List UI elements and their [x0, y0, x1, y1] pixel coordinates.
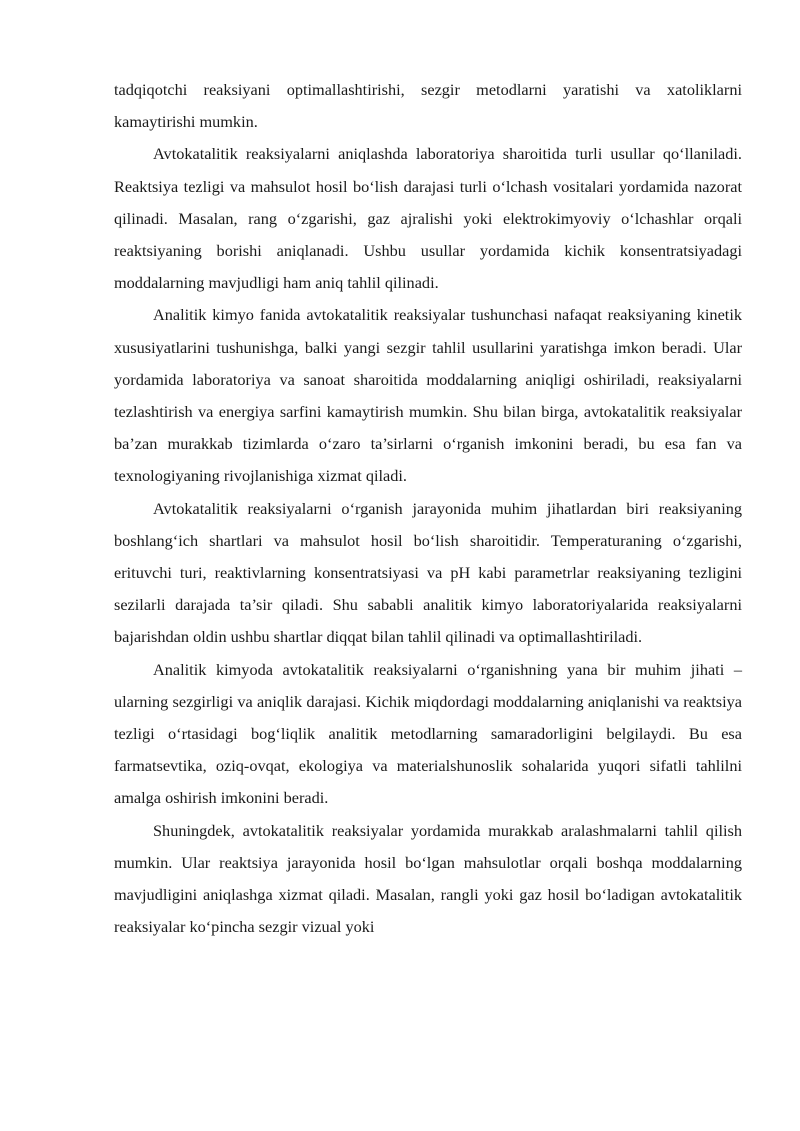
- paragraph: Analitik kimyo fanida avtokatalitik reaksiyalar tushunchasi nafaqat reaksiyaning kinetik xususiyatlarini tushunishga, balki yangi sezgir tahlil usullarini yaratishga imkon beradi. Ular yordamida laboratoriya va sanoat sharoitida moddalarning aniqligi oshiriladi, reaksiyalarni tezlashtirish va energiya sarfini kamaytirish mumkin. Shu bilan birga, avtokatalitik reaksiyalar ba’zan murakkab tizimlarda o‘zaro ta’sirlarni o‘rganish imkonini beradi, bu esa fan va texnologiyaning rivojlanishiga xizmat qiladi.: [114, 305, 742, 486]
- paragraph: Analitik kimyoda avtokatalitik reaksiyalarni o‘rganishning yana bir muhim jihati – ularning sezgirligi va aniqlik darajasi. Kichik miqdordagi moddalarning aniqlanishi va reaktsiya tezligi o‘rtasidagi bog‘liqlik analitik metodlarning samaradorligini belgilaydi. Bu esa farmatsevtika, oziq-ovqat, ekologiya va materialshunoslik sohalarida yuqori sifatli tahlilni amalga oshirish imkonini beradi.: [114, 659, 742, 808]
- document-body: [114, 74, 742, 943]
- paragraph: Shuningdek, avtokatalitik reaksiyalar yordamida murakkab aralashmalarni tahlil qilish mumkin. Ular reaktsiya jarayonida hosil bo‘lgan mahsulotlar orqali boshqa moddalarning mavjudligini aniqlashga xizmat qiladi. Masalan, rangli yoki gaz hosil bo‘ladigan avtokatalitik reaksiyalar ko‘pincha sezgir vizual yoki: [114, 820, 742, 937]
- paragraph: Avtokatalitik reaksiyalarni aniqlashda laboratoriya sharoitida turli usullar qo‘llaniladi. Reaktsiya tezligi va mahsulot hosil bo‘lish darajasi turli o‘lchash vositalari yordamida nazorat qilinadi. Masalan, rang o‘zgarishi, gaz ajralishi yoki elektrokimyoviy o‘lchashlar orqali reaktsiyaning borishi aniqlanadi. Ushbu usullar yordamida kichik konsentratsiyadagi moddalarning mavjudligi ham aniq tahlil qilinadi.: [114, 144, 742, 293]
- paragraph-continuation: tadqiqotchi reaksiyani optimallashtirishi, sezgir metodlarni yaratishi va xatoliklarni kamaytirishi mumkin.: [114, 80, 742, 132]
- paragraph: Avtokatalitik reaksiyalarni o‘rganish jarayonida muhim jihatlardan biri reaksiyaning boshlang‘ich shartlari va mahsulot hosil bo‘lish sharoitidir. Temperaturaning o‘zgarishi, erituvchi turi, reaktivlarning konsentratsiyasi va pH kabi parametrlar reaksiyaning tezligini sezilarli darajada ta’sir qiladi. Shu sababli analitik kimyo laboratoriyalarida reaksiyalarni bajarishdan oldin ushbu shartlar diqqat bilan tahlil qilinadi va optimallashtiriladi.: [114, 498, 742, 647]
